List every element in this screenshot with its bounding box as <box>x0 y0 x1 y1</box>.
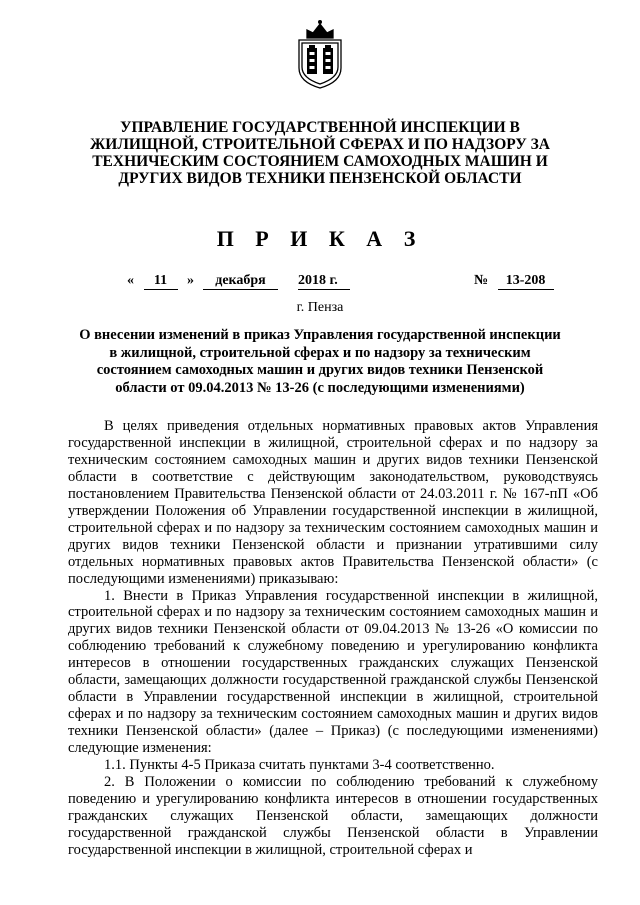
date-open-quote: « <box>127 273 134 288</box>
number-label: № <box>474 273 489 288</box>
date-month-value: декабря <box>203 273 278 290</box>
body-paragraph: 1. Внести в Приказ Управления государственной инспекции в жилищной, строительной сферах и по надзору за техническим состоянием самоходных машин и других видов техники Пензенской области от 09.04.2013 № 13-26 «О комиссии по соблюдению требований к служебному поведению и урегулированию конфликта интересов в отношении государственных гражданских служащих Пензенской области, замещающих должности государственной гражданской службы Пензенской области в Управлении государственной инспекции в жилищной, строительной сферах и по надзору за техническим состоянием самоходных машин и других видов техники Пензенской области» (далее – Приказ) (с последующими изменениями) следующие изменения: <box>68 587 598 757</box>
date-day-value: 11 <box>144 273 178 290</box>
number-value: 13-208 <box>498 273 554 290</box>
document-subject: О внесении изменений в приказ Управления государственной инспекции в жилищной, строительной сферах и по надзору за техническим состоянием самоходных машин и других видов техники Пензенской области от 09.04.2013 № 13-26 (с последующими изменениями) <box>79 327 561 396</box>
document-number <box>474 273 554 290</box>
coat-of-arms-emblem <box>293 18 347 90</box>
date-close-quote: » <box>187 273 194 288</box>
body-paragraph: 2. В Положении о комиссии по соблюдению требований к служебному поведению и урегулированию конфликта интересов в отношении государственных гражданских служащих Пензенской области, замещающих должности государственной гражданской службы Пензенской области в Управлении государственной инспекции в жилищной, строительной сферах и <box>68 774 598 858</box>
document-body <box>68 418 598 859</box>
city-line: г. Пенза <box>296 300 344 315</box>
date-day <box>127 273 194 290</box>
date-year-value: 2018 г. <box>298 273 350 290</box>
document-type-heading: П Р И К А З <box>216 226 424 251</box>
body-paragraph: В целях приведения отдельных нормативных правовых актов Управления государственной инспекции в жилищной, строительной сферах и по надзору за техническим состоянием самоходных машин и других видов техники Пензенской области в соответствие с действующим законодательством, руководствуясь постановлением Правительства Пензенской области от 24.03.2011 г. № 167-пП «Об утверждении Положения об Управлении государственной инспекции в жилищной, строительной сферах и по надзору за техническим состоянием самоходных машин и других видов техники Пензенской области и признании утратившими силу отдельных нормативных правовых актов Правительства Пензенской области» (с последующими изменениями) приказываю: <box>68 418 598 587</box>
date-year <box>298 273 350 290</box>
body-paragraph: 1.1. Пункты 4-5 Приказа считать пунктами 3-4 соответственно. <box>104 757 495 774</box>
organization-title: УПРАВЛЕНИЕ ГОСУДАРСТВЕННОЙ ИНСПЕКЦИИ В ЖИЛИЩНОЙ, СТРОИТЕЛЬНОЙ СФЕРАХ И ПО НАДЗОРУ ЗА ТЕХНИЧЕСКИМ СОСТОЯНИЕМ САМОХОДНЫХ МАШИН И ДРУГИХ ВИДОВ ТЕХНИКИ ПЕНЗЕНСКОЙ ОБЛАСТИ <box>89 119 551 187</box>
date-month <box>203 273 278 290</box>
